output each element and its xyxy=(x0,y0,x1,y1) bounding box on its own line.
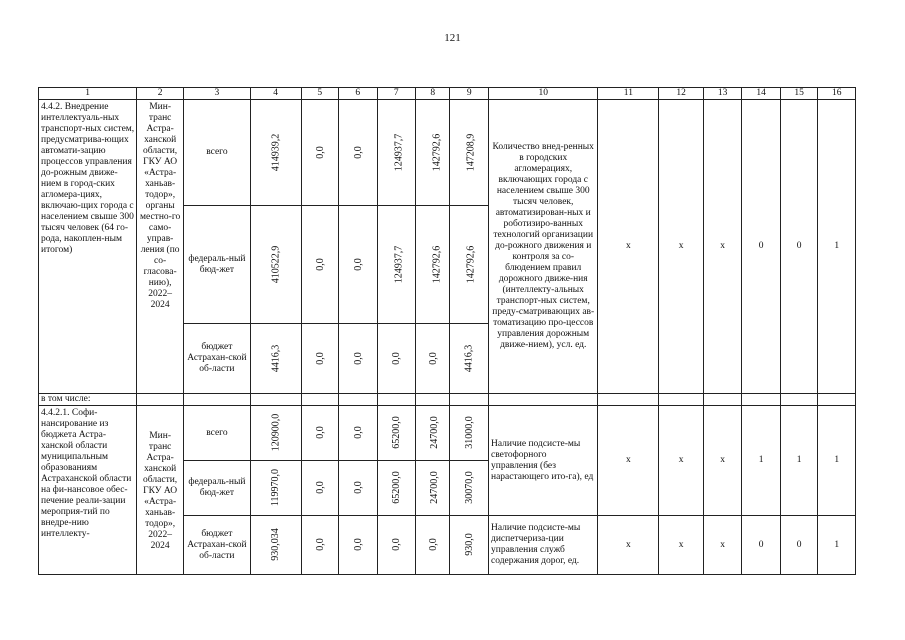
funding-source: бюджет Астрахан-ской об-ласти xyxy=(183,516,250,575)
amount-cell: 0,0 xyxy=(339,516,378,575)
value-cell: 0 xyxy=(742,100,781,394)
value-cell: х xyxy=(598,516,659,575)
program-table xyxy=(38,87,856,575)
amount-cell: 0,0 xyxy=(301,461,339,516)
amount-cell: 0,0 xyxy=(301,406,339,461)
indicator-cell: Наличие подсисте-мы диспетчеризa-ции управления служб содержания дорог, ед. xyxy=(489,516,598,575)
amount-cell: 65200,0 xyxy=(377,461,416,516)
value-cell: х xyxy=(598,406,659,516)
header-cell: 10 xyxy=(489,88,598,100)
value-cell: 1 xyxy=(780,406,818,516)
value-cell: х xyxy=(659,516,704,575)
amount-cell: 119970,0 xyxy=(250,461,301,516)
header-cell: 15 xyxy=(780,88,818,100)
value-cell: 1 xyxy=(818,100,856,394)
amount-cell: 0,0 xyxy=(301,206,339,324)
header-cell: 11 xyxy=(598,88,659,100)
value-cell: х xyxy=(598,100,659,394)
value-cell: х xyxy=(703,100,742,394)
executor-cell: Мин-транс Астра-ханской области, ГКУ АО «Астра-ханьав-тодор», органы местно-го само-управ-ления (по со-гласова-нию), 2022–2024 xyxy=(137,100,184,394)
header-cell: 7 xyxy=(377,88,416,100)
amount-cell: 0,0 xyxy=(416,324,450,394)
value-cell: 0 xyxy=(780,516,818,575)
amount-cell: 142792,6 xyxy=(416,206,450,324)
funding-source: бюджет Астрахан-ской об-ласти xyxy=(183,324,250,394)
amount-cell: 0,0 xyxy=(339,461,378,516)
amount-cell: 24700,0 xyxy=(416,406,450,461)
value-cell: х xyxy=(703,406,742,516)
header-cell: 14 xyxy=(742,88,781,100)
indicator-cell: Количество внед-ренных в городских агломерациях, включающих города с населением свыше 300 тысяч человек, автоматизирован-ных и роботизиро-ванных технологий организации до-рожного движения и контроля за со-блюдением правил дорожного движе-ния (интеллекту-альных транспорт-ных систем, преду-сматривающих ав-томатизацию про-цессов управления дорожным движе-нием), усл. ед. xyxy=(489,100,598,394)
amount-cell: 930,0 xyxy=(450,516,489,575)
amount-cell: 24700,0 xyxy=(416,461,450,516)
value-cell: 1 xyxy=(742,406,781,516)
including-row xyxy=(39,394,856,406)
header-cell: 5 xyxy=(301,88,339,100)
measure-name: 4.4.2. Внедрение интеллектуаль-ных транспорт-ных систем, предусматрива-ющих автомати-зацию процессов управления до-рожным движе-нием в город-ских агломера-циях, включаю-щих города с населением свыше 300 тысяч человек (64 го-рода, накоплен-ным итогом) xyxy=(39,100,137,394)
amount-cell: 0,0 xyxy=(339,206,378,324)
header-cell: 12 xyxy=(659,88,704,100)
header-cell: 2 xyxy=(137,88,184,100)
amount-cell: 0,0 xyxy=(339,406,378,461)
amount-cell: 4416,3 xyxy=(250,324,301,394)
amount-cell: 0,0 xyxy=(377,324,416,394)
page-number: 121 xyxy=(444,32,461,44)
including-label: в том числе: xyxy=(39,394,137,406)
amount-cell: 0,0 xyxy=(339,324,378,394)
value-cell: 0 xyxy=(742,516,781,575)
amount-cell: 0,0 xyxy=(301,324,339,394)
header-cell: 9 xyxy=(450,88,489,100)
value-cell: х xyxy=(659,406,704,516)
amount-cell: 142792,6 xyxy=(450,206,489,324)
header-cell: 8 xyxy=(416,88,450,100)
amount-cell: 124937,7 xyxy=(377,206,416,324)
header-cell: 6 xyxy=(339,88,378,100)
amount-cell: 0,0 xyxy=(301,100,339,206)
amount-cell: 30070,0 xyxy=(450,461,489,516)
amount-cell: 414939,2 xyxy=(250,100,301,206)
amount-cell: 120900,0 xyxy=(250,406,301,461)
header-cell: 4 xyxy=(250,88,301,100)
header-cell: 3 xyxy=(183,88,250,100)
amount-cell: 65200,0 xyxy=(377,406,416,461)
amount-cell: 124937,7 xyxy=(377,100,416,206)
amount-cell: 147208,9 xyxy=(450,100,489,206)
amount-cell: 4416,3 xyxy=(450,324,489,394)
value-cell: 1 xyxy=(818,516,856,575)
measure-name: 4.4.2.1. Софи-нансирование из бюджета Астра-ханской области муниципальным образованиям Астраханской области на фи-нансовое обес-печение реали-зации мероприя-тий по внедре-нию интеллекту- xyxy=(39,406,137,575)
funding-source: всего xyxy=(183,406,250,461)
funding-source: всего xyxy=(183,100,250,206)
amount-cell: 930,034 xyxy=(250,516,301,575)
executor-cell: Мин-транс Астра-ханской области, ГКУ АО «Астра-ханьав-тодор», 2022–2024 xyxy=(137,406,184,575)
funding-source: федераль-ный бюд-жет xyxy=(183,461,250,516)
value-cell: 0 xyxy=(780,100,818,394)
amount-cell: 0,0 xyxy=(339,100,378,206)
amount-cell: 0,0 xyxy=(377,516,416,575)
amount-cell: 410522,9 xyxy=(250,206,301,324)
table-row xyxy=(39,406,856,461)
header-cell: 1 xyxy=(39,88,137,100)
value-cell: х xyxy=(659,100,704,394)
indicator-cell: Наличие подсисте-мы светофорного управления (без нарастающего ито-га), ед xyxy=(489,406,598,516)
amount-cell: 0,0 xyxy=(301,516,339,575)
amount-cell: 142792,6 xyxy=(416,100,450,206)
amount-cell: 0,0 xyxy=(416,516,450,575)
header-cell: 16 xyxy=(818,88,856,100)
funding-source: федераль-ный бюд-жет xyxy=(183,206,250,324)
table-row xyxy=(39,100,856,206)
value-cell: х xyxy=(703,516,742,575)
header-row xyxy=(39,88,856,100)
header-cell: 13 xyxy=(703,88,742,100)
value-cell: 1 xyxy=(818,406,856,516)
amount-cell: 31000,0 xyxy=(450,406,489,461)
